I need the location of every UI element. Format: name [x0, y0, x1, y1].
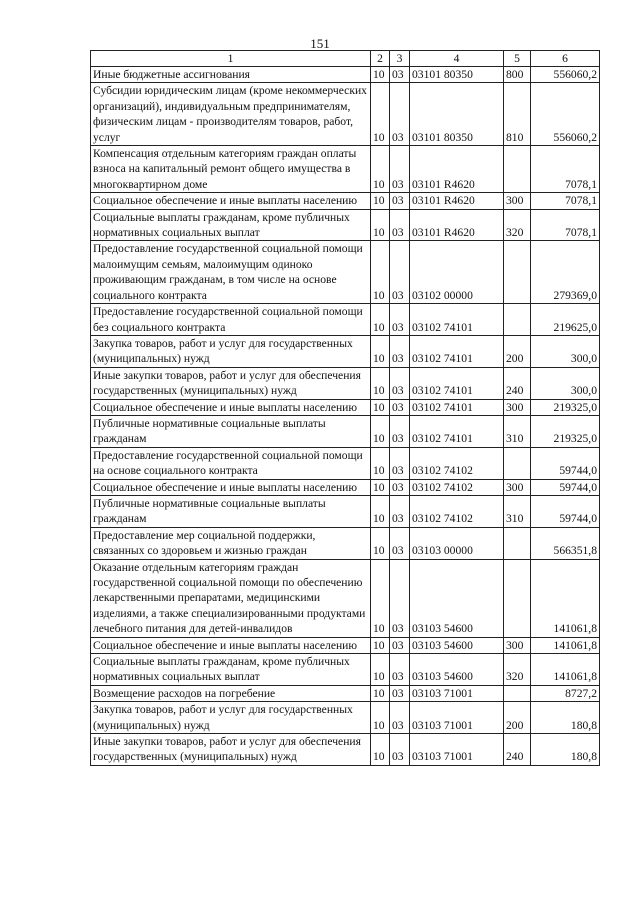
row-amount-cell: 59744,0 [531, 447, 600, 479]
row-name-cell: Закупка товаров, работ и услуг для государственных (муниципальных) нужд [91, 335, 371, 367]
table-row [91, 685, 600, 701]
row-name-cell: Предоставление государственной социальной помощи малоимущим семьям, малоимущим одиноко проживающим гражданам, в том числе на основе социального контракта [91, 241, 371, 304]
row-subsection-cell: 03 [390, 527, 410, 559]
row-amount-cell: 566351,8 [531, 527, 600, 559]
row-target-article-cell: 03102 74101 [410, 399, 504, 415]
row-subsection-cell: 03 [390, 495, 410, 527]
row-amount-cell: 219325,0 [531, 399, 600, 415]
row-section-cell: 10 [371, 367, 390, 399]
row-name-cell: Предоставление мер социальной поддержки, связанных со здоровьем и жизнью граждан [91, 527, 371, 559]
table-row [91, 399, 600, 415]
table-row [91, 637, 600, 653]
table-row [91, 559, 600, 637]
row-amount-cell: 300,0 [531, 335, 600, 367]
table-row [91, 734, 600, 766]
row-amount-cell: 556060,2 [531, 67, 600, 83]
row-expense-type-cell [504, 447, 531, 479]
row-amount-cell: 180,8 [531, 734, 600, 766]
row-subsection-cell: 03 [390, 654, 410, 686]
row-target-article-cell: 03103 00000 [410, 527, 504, 559]
row-name-cell: Возмещение расходов на погребение [91, 685, 371, 701]
table-row [91, 304, 600, 336]
row-target-article-cell: 03102 74101 [410, 415, 504, 447]
table-row [91, 527, 600, 559]
row-subsection-cell: 03 [390, 146, 410, 193]
row-name-cell: Иные закупки товаров, работ и услуг для обеспечения государственных (муниципальных) нужд [91, 734, 371, 766]
row-amount-cell: 59744,0 [531, 495, 600, 527]
column-header: 3 [390, 51, 410, 67]
table-row [91, 83, 600, 146]
row-expense-type-cell: 800 [504, 67, 531, 83]
table-row [91, 193, 600, 209]
row-subsection-cell: 03 [390, 637, 410, 653]
table-row [91, 335, 600, 367]
row-section-cell: 10 [371, 209, 390, 241]
row-target-article-cell: 03103 71001 [410, 702, 504, 734]
budget-table [90, 50, 600, 766]
row-name-cell: Социальное обеспечение и иные выплаты населению [91, 479, 371, 495]
row-amount-cell: 7078,1 [531, 209, 600, 241]
table-body [91, 67, 600, 766]
row-subsection-cell: 03 [390, 209, 410, 241]
row-section-cell: 10 [371, 399, 390, 415]
row-amount-cell: 59744,0 [531, 479, 600, 495]
row-subsection-cell: 03 [390, 241, 410, 304]
row-target-article-cell: 03101 R4620 [410, 209, 504, 241]
row-target-article-cell: 03102 74102 [410, 447, 504, 479]
row-section-cell: 10 [371, 559, 390, 637]
row-name-cell: Публичные нормативные социальные выплаты гражданам [91, 495, 371, 527]
row-section-cell: 10 [371, 304, 390, 336]
row-expense-type-cell: 810 [504, 83, 531, 146]
row-expense-type-cell: 310 [504, 415, 531, 447]
row-expense-type-cell [504, 146, 531, 193]
row-target-article-cell: 03102 74101 [410, 335, 504, 367]
row-target-article-cell: 03101 80350 [410, 67, 504, 83]
row-subsection-cell: 03 [390, 734, 410, 766]
table-row [91, 415, 600, 447]
row-section-cell: 10 [371, 702, 390, 734]
row-expense-type-cell: 320 [504, 654, 531, 686]
row-subsection-cell: 03 [390, 447, 410, 479]
row-section-cell: 10 [371, 479, 390, 495]
row-amount-cell: 180,8 [531, 702, 600, 734]
row-amount-cell: 556060,2 [531, 83, 600, 146]
row-subsection-cell: 03 [390, 304, 410, 336]
row-section-cell: 10 [371, 734, 390, 766]
column-header: 5 [504, 51, 531, 67]
row-name-cell: Социальные выплаты гражданам, кроме публичных нормативных социальных выплат [91, 209, 371, 241]
table-row [91, 367, 600, 399]
column-header: 4 [410, 51, 504, 67]
table-row [91, 146, 600, 193]
column-header: 2 [371, 51, 390, 67]
row-subsection-cell: 03 [390, 335, 410, 367]
row-expense-type-cell: 320 [504, 209, 531, 241]
row-section-cell: 10 [371, 447, 390, 479]
row-expense-type-cell: 300 [504, 479, 531, 495]
row-name-cell: Предоставление государственной социальной помощи без социального контракта [91, 304, 371, 336]
row-subsection-cell: 03 [390, 193, 410, 209]
row-expense-type-cell: 310 [504, 495, 531, 527]
table-row [91, 702, 600, 734]
row-name-cell: Социальное обеспечение и иные выплаты населению [91, 193, 371, 209]
row-target-article-cell: 03102 74101 [410, 304, 504, 336]
row-section-cell: 10 [371, 83, 390, 146]
row-name-cell: Социальное обеспечение и иные выплаты населению [91, 637, 371, 653]
row-name-cell: Публичные нормативные социальные выплаты гражданам [91, 415, 371, 447]
row-subsection-cell: 03 [390, 702, 410, 734]
row-subsection-cell: 03 [390, 685, 410, 701]
row-target-article-cell: 03101 80350 [410, 83, 504, 146]
table-row [91, 495, 600, 527]
row-name-cell: Предоставление государственной социальной помощи на основе социального контракта [91, 447, 371, 479]
row-expense-type-cell: 240 [504, 367, 531, 399]
row-expense-type-cell: 200 [504, 335, 531, 367]
table-row [91, 447, 600, 479]
row-subsection-cell: 03 [390, 67, 410, 83]
row-expense-type-cell: 300 [504, 399, 531, 415]
row-subsection-cell: 03 [390, 479, 410, 495]
table-row [91, 67, 600, 83]
table-header-row [91, 51, 600, 67]
row-section-cell: 10 [371, 335, 390, 367]
row-section-cell: 10 [371, 685, 390, 701]
column-header: 1 [91, 51, 371, 67]
row-target-article-cell: 03102 74102 [410, 495, 504, 527]
row-amount-cell: 141061,8 [531, 559, 600, 637]
page-number: 151 [310, 36, 330, 51]
row-target-article-cell: 03102 74101 [410, 367, 504, 399]
row-section-cell: 10 [371, 415, 390, 447]
row-name-cell: Субсидии юридическим лицам (кроме некоммерческих организаций), индивидуальным предпринимателям, физическим лицам - производителям товаров, работ, услуг [91, 83, 371, 146]
row-amount-cell: 7078,1 [531, 193, 600, 209]
row-expense-type-cell: 200 [504, 702, 531, 734]
row-expense-type-cell: 300 [504, 193, 531, 209]
row-name-cell: Закупка товаров, работ и услуг для государственных (муниципальных) нужд [91, 702, 371, 734]
table-row [91, 241, 600, 304]
table-row [91, 479, 600, 495]
row-amount-cell: 219325,0 [531, 415, 600, 447]
row-name-cell: Социальное обеспечение и иные выплаты населению [91, 399, 371, 415]
row-section-cell: 10 [371, 654, 390, 686]
table-row [91, 209, 600, 241]
row-target-article-cell: 03103 54600 [410, 559, 504, 637]
row-name-cell: Иные закупки товаров, работ и услуг для обеспечения государственных (муниципальных) нужд [91, 367, 371, 399]
row-subsection-cell: 03 [390, 399, 410, 415]
row-name-cell: Социальные выплаты гражданам, кроме публичных нормативных социальных выплат [91, 654, 371, 686]
row-expense-type-cell [504, 241, 531, 304]
row-amount-cell: 219625,0 [531, 304, 600, 336]
row-section-cell: 10 [371, 146, 390, 193]
row-expense-type-cell [504, 527, 531, 559]
row-subsection-cell: 03 [390, 83, 410, 146]
row-name-cell: Компенсация отдельным категориям граждан оплаты взноса на капитальный ремонт общего имущества в многоквартирном доме [91, 146, 371, 193]
row-target-article-cell: 03102 00000 [410, 241, 504, 304]
row-subsection-cell: 03 [390, 559, 410, 637]
row-name-cell: Иные бюджетные ассигнования [91, 67, 371, 83]
row-expense-type-cell [504, 559, 531, 637]
row-target-article-cell: 03101 R4620 [410, 146, 504, 193]
row-target-article-cell: 03102 74102 [410, 479, 504, 495]
row-section-cell: 10 [371, 67, 390, 83]
row-target-article-cell: 03103 71001 [410, 734, 504, 766]
column-header: 6 [531, 51, 600, 67]
row-amount-cell: 141061,8 [531, 637, 600, 653]
row-section-cell: 10 [371, 527, 390, 559]
row-target-article-cell: 03101 R4620 [410, 193, 504, 209]
row-amount-cell: 141061,8 [531, 654, 600, 686]
row-target-article-cell: 03103 71001 [410, 685, 504, 701]
row-section-cell: 10 [371, 241, 390, 304]
row-amount-cell: 279369,0 [531, 241, 600, 304]
row-section-cell: 10 [371, 193, 390, 209]
row-target-article-cell: 03103 54600 [410, 637, 504, 653]
row-target-article-cell: 03103 54600 [410, 654, 504, 686]
row-amount-cell: 8727,2 [531, 685, 600, 701]
row-amount-cell: 300,0 [531, 367, 600, 399]
row-section-cell: 10 [371, 637, 390, 653]
row-expense-type-cell: 300 [504, 637, 531, 653]
row-expense-type-cell [504, 304, 531, 336]
table-row [91, 654, 600, 686]
row-subsection-cell: 03 [390, 367, 410, 399]
row-name-cell: Оказание отдельным категориям граждан государственной социальной помощи по обеспечению лекарственными препаратами, медицинскими изделиями, а также специализированными продуктами лечебного питания для детей-инвалидов [91, 559, 371, 637]
row-amount-cell: 7078,1 [531, 146, 600, 193]
row-subsection-cell: 03 [390, 415, 410, 447]
row-expense-type-cell [504, 685, 531, 701]
row-expense-type-cell: 240 [504, 734, 531, 766]
row-section-cell: 10 [371, 495, 390, 527]
